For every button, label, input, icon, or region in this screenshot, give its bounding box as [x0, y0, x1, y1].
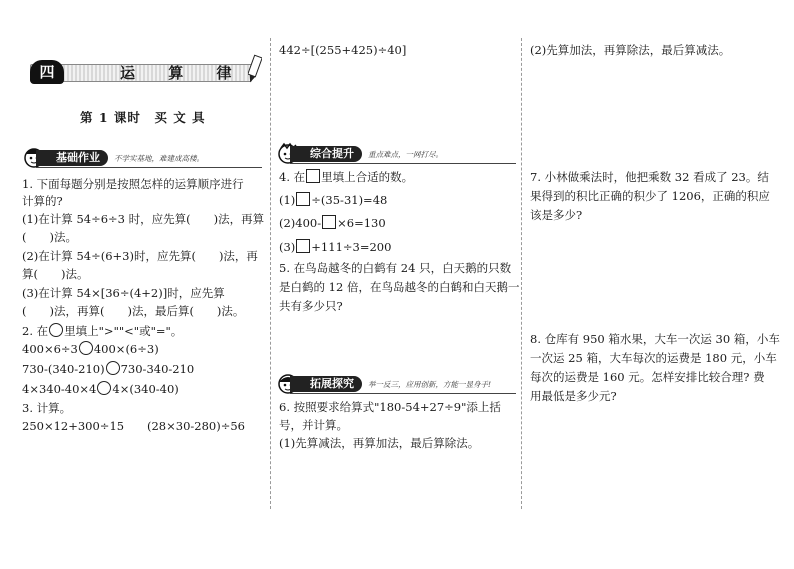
answer-circle[interactable]: [79, 341, 93, 355]
q2-row-1: [22, 341, 159, 356]
section-label-basic: 基础作业: [36, 150, 108, 166]
answer-circle[interactable]: [97, 381, 111, 395]
q1-line-8: ( )法，再算( )法，最后算( )法。: [22, 304, 245, 318]
q8-line-3: 每次的运费是 160 元。怎样安排比较合理? 费: [530, 370, 765, 384]
q3-stem: 3. 计算。: [22, 401, 72, 415]
q4-row-pre: (3): [279, 240, 296, 254]
section-header-basic: [22, 150, 262, 168]
q5-line-2: 是白鹤的 12 倍，在鸟岛越冬的白鹤和白天鹅一: [279, 280, 520, 294]
answer-box[interactable]: [296, 239, 310, 253]
q1-line-7: (3)在计算 54×[36÷(4+2)]时，应先算: [22, 286, 225, 300]
q2-suffix: 里填上">""<"或"="。: [64, 324, 183, 338]
pencil-icon: [248, 54, 262, 84]
section-rule: [290, 163, 516, 164]
q4-stem: [279, 169, 413, 184]
q4-row-pre: (1): [279, 193, 296, 207]
q6-line-3: (1)先算减法，再算加法，最后算除法。: [279, 436, 480, 450]
section-label-extension: 拓展探究: [290, 376, 362, 392]
q1-line-5: (2)在计算 54÷(6+3)时，应先算( )法，再: [22, 249, 258, 263]
q7-line-2: 果得到的积比正确的积少了 1206，正确的积应: [530, 189, 770, 203]
unit-number-badge: 四: [30, 60, 64, 84]
q6-line-1: 6. 按照要求给算式"180-54+27÷9"添上括: [279, 400, 501, 414]
q5-line-1: 5. 在鸟岛越冬的白鹤有 24 只，白天鹅的只数: [279, 261, 512, 275]
section-header-comprehensive: [276, 146, 516, 164]
q2-row-3: [22, 381, 179, 396]
carried-expression: 442÷[(255+425)÷40]: [279, 43, 407, 57]
section-rule: [290, 393, 516, 394]
section-rule: [36, 167, 262, 168]
q2-row-left: 400×6÷3: [22, 342, 78, 356]
q8-line-1: 8. 仓库有 950 箱水果，大车一次运 30 箱，小车: [530, 332, 780, 346]
q2-row-2: [22, 361, 194, 376]
section-label-comprehensive: 综合提升: [290, 146, 362, 162]
q4-row-1: [279, 192, 387, 207]
q4-row-post: ÷(35-31)=48: [311, 193, 388, 207]
q1-line-6: 算( )法。: [22, 267, 89, 281]
q2-stem: [22, 323, 182, 338]
q3-expr-1: 250×12+300÷15: [22, 419, 125, 433]
q8-line-2: 一次运 25 箱，大车每次的运费是 180 元，小车: [530, 351, 777, 365]
q7-line-3: 该是多少?: [530, 208, 583, 222]
column-divider-2: [521, 38, 522, 509]
section-tagline-comprehensive: 重点难点，一网打尽。: [368, 150, 443, 159]
answer-box[interactable]: [306, 169, 320, 183]
answer-circle[interactable]: [106, 361, 120, 375]
q8-line-4: 用最低是多少元?: [530, 389, 617, 403]
q7-line-1: 7. 小林做乘法时，他把乘数 32 看成了 23。结: [530, 170, 769, 184]
q2-prefix: 2. 在: [22, 324, 49, 338]
unit-banner: [30, 60, 260, 82]
q4-row-post: +111÷3=200: [311, 240, 392, 254]
q1-line-2: 计算的?: [22, 194, 63, 208]
q4-prefix: 4. 在: [279, 170, 306, 184]
q4-row-pre: (2)400-: [279, 216, 322, 230]
q2-row-left: 730-(340-210): [22, 362, 105, 376]
column-divider-1: [270, 38, 271, 509]
q1-line-4: ( )法。: [22, 230, 77, 244]
q5-line-3: 共有多少只?: [279, 299, 343, 313]
q4-suffix: 里填上合适的数。: [321, 170, 414, 184]
unit-title: 运 算 律: [120, 64, 246, 82]
lesson-title: 第 1 课时 买 文 具: [80, 110, 206, 125]
section-tagline-basic: 不学实基地，难建成高楼。: [114, 154, 204, 163]
answer-box[interactable]: [296, 192, 310, 206]
q2-row-right: 400×(6÷3): [93, 342, 159, 356]
q2-row-left: 4×340-40×4: [22, 382, 97, 396]
q4-row-3: [279, 239, 391, 254]
q4-row-2: [279, 215, 386, 230]
q6-line-2: 号，并计算。: [279, 418, 348, 432]
q1-line-1: 1. 下面每题分别是按照怎样的运算顺序进行: [22, 177, 244, 191]
q2-row-right: 4×(340-40): [112, 382, 179, 396]
q4-row-post: ×6=130: [337, 216, 386, 230]
answer-box[interactable]: [322, 215, 336, 229]
q3-expr-2: (28×30-280)÷56: [147, 419, 245, 433]
answer-circle[interactable]: [49, 323, 63, 337]
q1-line-3: (1)在计算 54÷6÷3 时，应先算( )法，再算: [22, 212, 265, 226]
section-tagline-extension: 举一反三，应用创新，方能一显身手!: [368, 380, 492, 389]
q6-part-2: (2)先算加法，再算除法，最后算减法。: [530, 43, 731, 57]
q2-row-right: 730-340-210: [120, 362, 195, 376]
section-header-extension: [276, 376, 516, 394]
